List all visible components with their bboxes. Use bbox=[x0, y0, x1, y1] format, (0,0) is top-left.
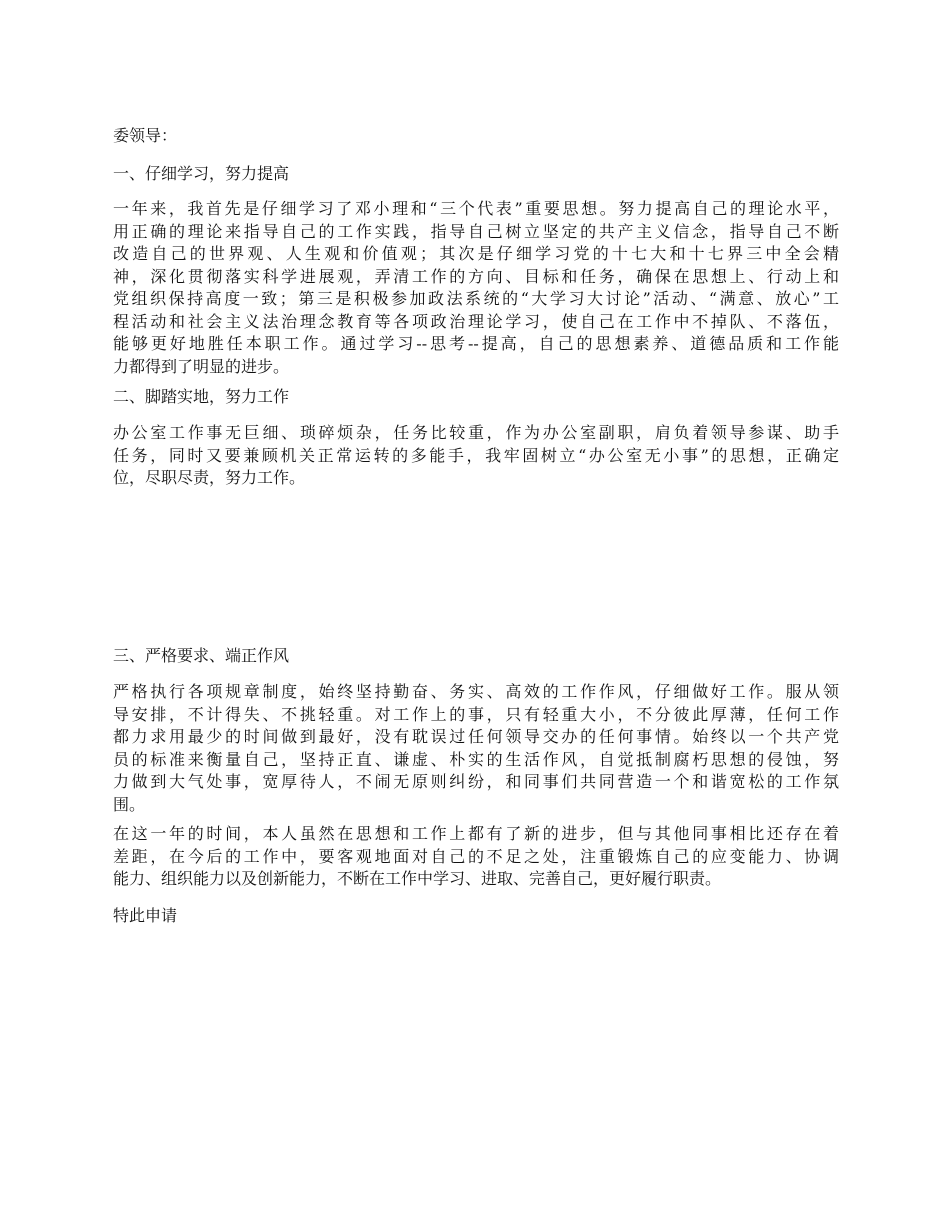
section-2-paragraph: 办公室工作事无巨细、琐碎烦杂，任务比较重，作为办公室副职，肩负着领导参谋、助手 任务，同时又要兼顾机关正常运转的多能手，我牢固树立“办公室无小事”的思想，正确定 位，尽职尽责，努力工作。 bbox=[113, 423, 839, 487]
greeting: 委领导： bbox=[113, 126, 178, 145]
section-2-heading: 二、脚踏实地，努力工作 bbox=[113, 387, 290, 406]
section-1-heading: 一、仔细学习，努力提高 bbox=[113, 164, 290, 183]
closing-line: 特此申请 bbox=[113, 906, 178, 925]
section-1-paragraph: 一年来，我首先是仔细学习了邓小理和“三个代表”重要思想。努力提高自己的理论水平， 用正确的理论来指导自己的工作实践，指导自己树立坚定的共产主义信念，指导自己不断 改造自己的世界观、人生观和价值观；其次是仔细学习党的十七大和十七界三中全会精 神，深化贯彻落实科学进展观，弄清工作的方向、目标和任务，确保在思想上、行动上和 党组织保持高度一致；第三是积极参加政法系统的“大学习大讨论”活动、“满意、放心”工 程活动和社会主义法治理念教育等各项政治理论学习，使自己在工作中不掉队、不落伍， 能够更好地胜任本职工作。通过学习--思考--提高，自己的思想素养、道德品质和工作能 力都得到了明显的进步。 bbox=[113, 199, 839, 376]
section-3-paragraph-1: 严格执行各项规章制度，始终坚持勤奋、务实、高效的工作作风，仔细做好工作。服从领 导安排，不计得失、不挑轻重。对工作上的事，只有轻重大小，不分彼此厚薄，任何工作 都力求用最少的时间做到最好，没有耽误过任何领导交办的任何事情。始终以一个共产党 员的标准来衡量自己，坚持正直、谦虚、朴实的生活作风，自觉抵制腐朽思想的侵蚀，努 力做到大气处事，宽厚待人，不闹无原则纠纷，和同事们共同营造一个和谐宽松的工作氛 围。 bbox=[113, 682, 839, 814]
section-3-paragraph-2: 在这一年的时间，本人虽然在思想和工作上都有了新的进步，但与其他同事相比还存在着 差距，在今后的工作中，要客观地面对自己的不足之处，注重锻炼自己的应变能力、协调 能力、组织能力以及创新能力，不断在工作中学习、进取、完善自己，更好履行职责。 bbox=[113, 824, 839, 888]
section-3-heading: 三、严格要求、端正作风 bbox=[113, 646, 290, 665]
